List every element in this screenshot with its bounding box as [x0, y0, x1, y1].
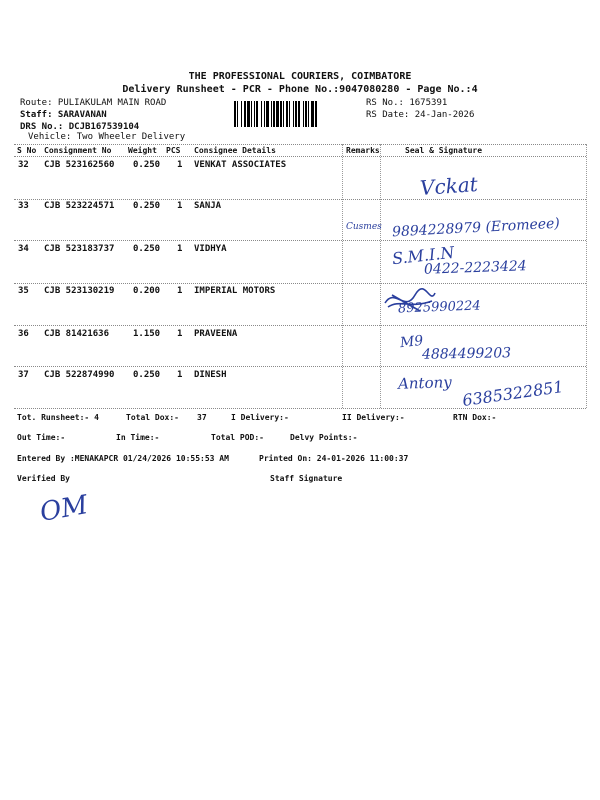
row-pcs: 1 [177, 244, 183, 254]
row-consignee: IMPERIAL MOTORS [194, 286, 276, 296]
row-sno: 36 [18, 329, 29, 339]
rtn-dox: RTN Dox:- [453, 413, 497, 422]
row-pcs: 1 [177, 370, 183, 380]
row-sno: 35 [18, 286, 29, 296]
row-weight: 0.250 [133, 370, 161, 380]
route: Route: PULIAKULAM MAIN ROAD [20, 98, 167, 108]
total-dox-value: 37 [197, 413, 207, 422]
signature-row32: Vckat [419, 172, 479, 200]
company-title: THE PROFESSIONAL COURIERS, COIMBATORE [188, 71, 412, 82]
col-header-remarks: Remarks [346, 146, 380, 155]
ii-delivery: II Delivery:- [342, 413, 405, 422]
signature-row33: 9894228979 (Eromeee) [391, 215, 561, 241]
phone-row35: 8925990224 [397, 298, 481, 317]
row-consignee: PRAVEENA [194, 329, 238, 339]
i-delivery: I Delivery:- [231, 413, 289, 422]
signature-row34: S.M.I.N [391, 242, 456, 269]
entered-by: Entered By :MENAKAPCR 01/24/2026 10:55:53 AM [17, 454, 229, 463]
col-header-consignee: Consignee Details [194, 146, 276, 155]
table-row [0, 160, 600, 200]
row-weight: 0.250 [133, 201, 161, 211]
rs-date: RS Date: 24-Jan-2026 [366, 110, 475, 120]
vehicle: Vehicle: Two Wheeler Delivery [28, 132, 186, 142]
verified-by: Verified By [17, 474, 70, 483]
table-row [0, 286, 600, 326]
row-consignment-no: CJB 523224571 [44, 201, 115, 211]
row-consignment-no: CJB 522874990 [44, 370, 115, 380]
row-sno: 33 [18, 201, 29, 211]
row-pcs: 1 [177, 201, 183, 211]
drs-number: DRS No.: DCJB167539104 [20, 122, 140, 132]
printed-on: Printed On: 24-01-2026 11:00:37 [259, 454, 409, 463]
phone-row36: 4884499203 [421, 345, 512, 363]
phone-row34: 0422-2223424 [423, 258, 527, 278]
col-header-signature: Seal & Signature [405, 146, 483, 155]
out-time: Out Time:- [17, 433, 66, 442]
row-consignment-no: CJB 523162560 [44, 160, 115, 170]
row-pcs: 1 [177, 329, 183, 339]
col-header-pcs: PCS [166, 146, 181, 155]
signature-row36: M9 [399, 332, 425, 352]
staff: Staff: SARAVANAN [20, 110, 107, 120]
col-header-sno: S No [17, 146, 37, 155]
row-weight: 1.150 [133, 329, 161, 339]
row-consignee: DINESH [194, 370, 227, 380]
row-pcs: 1 [177, 160, 183, 170]
row-weight: 0.250 [133, 160, 161, 170]
total-runsheet: Tot. Runsheet:- 4 [17, 413, 99, 422]
remark-row33: Cusmes [346, 222, 382, 232]
phone-row37: 6385322851 [461, 377, 565, 410]
staff-signature: Staff Signature [270, 474, 343, 483]
row-weight: 0.200 [133, 286, 161, 296]
verified-signature: OM [37, 490, 91, 528]
row-consignee: VENKAT ASSOCIATES [194, 160, 287, 170]
total-dox-label: Total Dox:- [126, 413, 179, 422]
col-header-consignment: Consignment No [44, 146, 112, 155]
row-consignee: SANJA [194, 201, 222, 211]
row-sno: 32 [18, 160, 29, 170]
barcode [232, 101, 360, 127]
row-weight: 0.250 [133, 244, 161, 254]
row-consignment-no: CJB 523130219 [44, 286, 115, 296]
total-pod: Total POD:- [211, 433, 264, 442]
col-header-weight: Weight [128, 146, 157, 155]
row-sno: 37 [18, 370, 29, 380]
delvy-points: Delvy Points:- [290, 433, 358, 442]
row-sno: 34 [18, 244, 29, 254]
row-consignment-no: CJB 81421636 [44, 329, 110, 339]
row-consignee: VIDHYA [194, 244, 227, 254]
in-time: In Time:- [116, 433, 160, 442]
row-consignment-no: CJB 523183737 [44, 244, 115, 254]
runsheet-subtitle: Delivery Runsheet - PCR - Phone No.:9047080280 - Page No.:4 [122, 84, 478, 95]
signature-row37: Antony [397, 373, 452, 393]
row-pcs: 1 [177, 286, 183, 296]
rs-number: RS No.: 1675391 [366, 98, 448, 108]
